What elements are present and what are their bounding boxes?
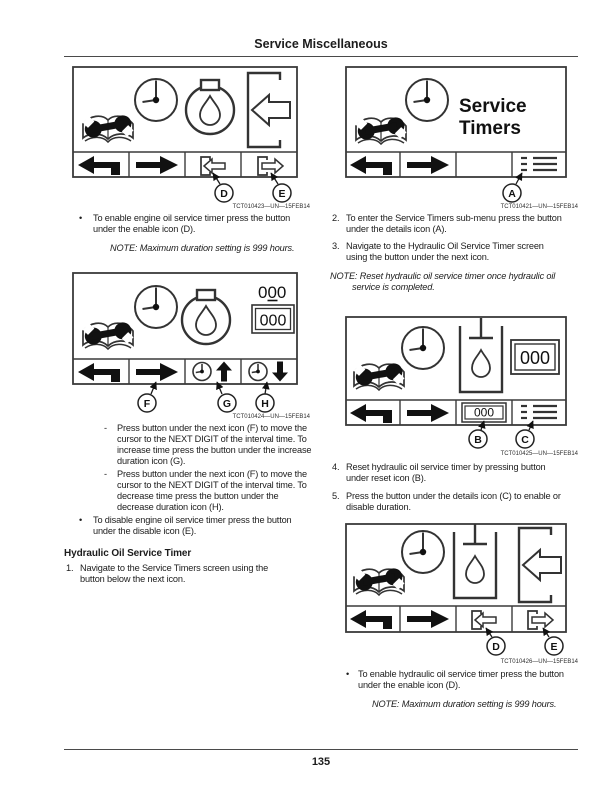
step-text: Navigate to the Service Timers screen using the button below the next icon. <box>80 563 269 584</box>
note-text: NOTE: Reset hydraulic oil service timer once hydraulic oil service is completed. <box>330 271 556 292</box>
screen-text-line2: Timers <box>459 118 521 139</box>
step-item <box>332 462 565 484</box>
bullet-item <box>346 669 573 691</box>
page-title: Service Miscellaneous <box>254 37 388 51</box>
step-item <box>66 563 295 585</box>
reset-button-icon <box>462 403 506 422</box>
note-text: NOTE: Maximum duration setting is 999 hours. <box>372 699 557 709</box>
figure-caption: TCT010426—UN—15FEB14 <box>500 659 578 665</box>
svg-text:B: B <box>474 434 482 446</box>
step-number: 2. <box>332 213 340 223</box>
duration-display-box <box>511 340 559 374</box>
service-timer-clock-icon <box>402 531 444 573</box>
svg-text:F: F <box>143 398 151 410</box>
duration-display-box <box>252 305 294 333</box>
figure-caption: TCT010423—UN—15FEB14 <box>232 204 310 210</box>
service-timer-clock-icon <box>406 79 448 121</box>
figure-engine-oil-duration-screen <box>72 272 298 415</box>
step-item <box>332 491 565 513</box>
figure-caption: TCT010425—UN—15FEB14 <box>500 451 578 457</box>
step-number: 5. <box>332 491 340 501</box>
footer-rule <box>64 749 578 750</box>
svg-text:000: 000 <box>259 312 287 330</box>
step-item <box>332 241 565 263</box>
figure-engine-oil-enable-screen <box>72 66 298 208</box>
page-number: 135 <box>311 756 331 768</box>
step-text: To enter the Service Timers sub-menu press the button under the details icon (A). <box>346 213 562 234</box>
figure-caption: TCT010424—UN—15FEB14 <box>232 414 310 420</box>
svg-text:000: 000 <box>473 405 495 420</box>
step-number: 4. <box>332 462 340 472</box>
section-heading: Hydraulic Oil Service Timer <box>64 548 192 559</box>
figure-hydraulic-oil-enable-screen <box>345 523 567 659</box>
svg-text:D: D <box>492 641 500 653</box>
svg-text:D: D <box>220 188 228 200</box>
service-timer-clock-icon <box>402 327 444 369</box>
svg-text:H: H <box>261 398 269 410</box>
svg-text:000: 000 <box>519 348 551 368</box>
svg-text:000: 000 <box>258 283 287 302</box>
dash-marker: - <box>104 469 107 479</box>
dash-text: Press button under the next icon (F) to move the cursor to the NEXT DIGIT of the interval time. To decrease time press the button under the decrease duration icon (H). <box>117 469 307 512</box>
svg-text:C: C <box>521 434 529 446</box>
svg-text:A: A <box>508 188 516 200</box>
bullet-item <box>79 515 308 537</box>
bullet-marker: • <box>79 515 83 525</box>
header-rule <box>64 56 578 57</box>
svg-text:E: E <box>278 188 286 200</box>
bullet-text: To enable engine oil service timer press the button under the enable icon (D). <box>93 213 291 234</box>
service-timer-clock-icon <box>135 286 177 328</box>
step-text: Reset hydraulic oil service timer by pressing button under reset icon (B). <box>346 462 546 483</box>
dash-text: Press button under the next icon (F) to move the cursor to the NEXT DIGIT of the interval time. To increase time press the button under the increase duration icon (G). <box>117 423 312 466</box>
svg-text:G: G <box>222 398 232 410</box>
bullet-text: To enable hydraulic oil service timer press the button under the enable icon (D). <box>358 669 564 690</box>
figure-caption: TCT010421—UN—15FEB14 <box>500 204 578 210</box>
bullet-marker: • <box>346 669 350 679</box>
note-text: NOTE: Maximum duration setting is 999 hours. <box>110 243 295 253</box>
interval-time-display <box>258 283 286 302</box>
step-text: Press the button under the details icon (C) to enable or disable duration. <box>346 491 561 512</box>
callout-f <box>138 382 156 412</box>
screen-text-line1: Service <box>459 96 527 117</box>
dash-marker: - <box>104 423 107 433</box>
bullet-text: To disable engine oil service timer press the button under the disable icon (E). <box>93 515 292 536</box>
service-timer-clock-icon <box>135 79 177 121</box>
step-number: 3. <box>332 241 340 251</box>
dash-item <box>104 469 313 513</box>
step-item <box>332 213 565 235</box>
callout-g <box>217 382 236 412</box>
figure-service-timers-screen <box>345 66 567 206</box>
bullet-item <box>79 213 308 235</box>
step-text: Navigate to the Hydraulic Oil Service Timer screen using the button under the next icon. <box>346 241 544 262</box>
bullet-marker: • <box>79 213 83 223</box>
dash-item <box>104 423 313 467</box>
step-number: 1. <box>66 563 74 573</box>
callout-h <box>256 382 274 412</box>
svg-text:E: E <box>550 641 558 653</box>
figure-hydraulic-oil-reset-screen <box>345 316 567 452</box>
